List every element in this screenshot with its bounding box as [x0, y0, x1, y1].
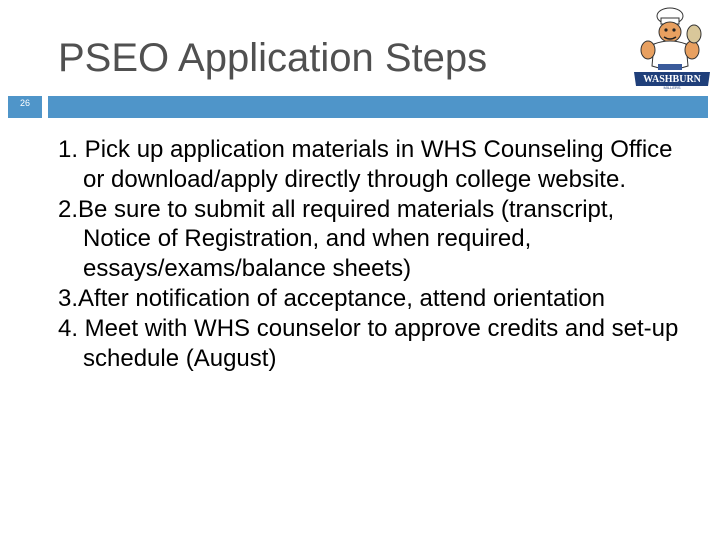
svg-text:MILLERS: MILLERS [663, 85, 681, 90]
step-item: 4. Meet with WHS counselor to approve credits and set-up schedule (August) [58, 314, 679, 372]
step-item: 2.Be sure to submit all required materials (transcript, Notice of Registration, and when required, essays/exams/balance sheets) [58, 195, 615, 283]
step-item: 1. Pick up application materials in WHS Counseling Office or download/apply directly through college website. [58, 136, 673, 193]
svg-text:WASHBURN: WASHBURN [643, 74, 701, 85]
slide-number: 26 [19, 98, 30, 108]
step-item: 3.After notification of acceptance, attend orientation [58, 284, 606, 312]
steps-list [58, 135, 688, 373]
header-bar [48, 96, 708, 118]
slide-number-box [8, 96, 42, 118]
washburn-millers-mascot-icon [630, 4, 714, 90]
slide-title: PSEO Application Steps [58, 36, 488, 80]
